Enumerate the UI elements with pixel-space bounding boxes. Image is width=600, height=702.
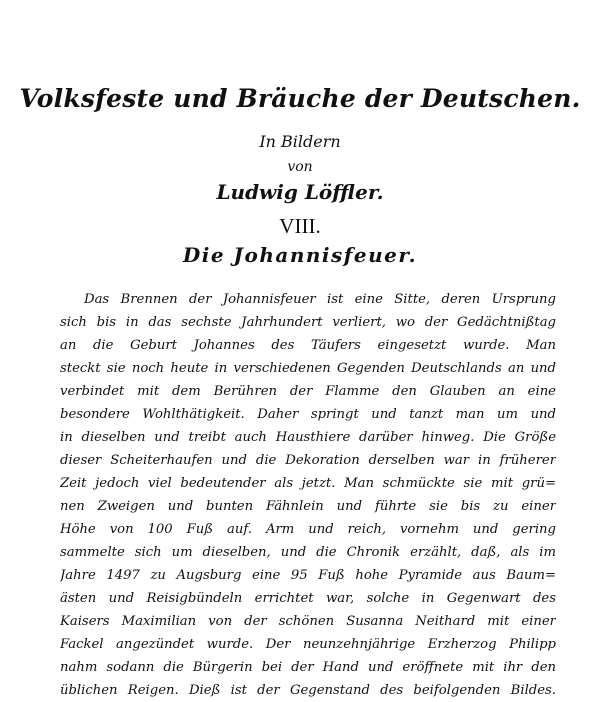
subtitle-by: von	[287, 159, 313, 175]
text-line: Fackel angezündet wurde. Der neunzehnjährige Erzherzog Philipp	[60, 637, 556, 652]
text-line: steckt sie noch heute in verschiedenen Gegenden Deutschlands an und	[60, 361, 556, 376]
text-line: Das Brennen der Johannisfeuer ist eine Sitte, deren Ursprung	[84, 292, 556, 307]
text-line: sich bis in das sechste Jahrhundert verliert, wo der Gedächtnißtag	[60, 315, 556, 330]
text-line: ästen und Reisigbündeln errichtet war, solche in Gegenwart des	[60, 591, 556, 606]
text-line: verbindet mit dem Berühren der Flamme den Glauben an eine	[60, 384, 556, 399]
page-title: Volksfeste und Bräuche der Deutschen.	[19, 84, 581, 113]
text-line: üblichen Reigen. Dieß ist der Gegenstand des beifolgenden Bildes.	[60, 683, 556, 698]
chapter-number: VIII.	[279, 214, 321, 238]
text-line: in dieselben und treibt auch Hausthiere darüber hinweg. Die Größe	[60, 430, 556, 445]
chapter-title: Die Johannisfeuer.	[182, 243, 418, 267]
author-name: Ludwig Löffler.	[216, 180, 384, 204]
text-line: sammelte sich um dieselben, und die Chronik erzählt, daß, als im	[60, 545, 556, 560]
text-line: Höhe von 100 Fuß auf. Arm und reich, vornehm und gering	[60, 522, 556, 537]
subtitle-in-pictures: In Bildern	[259, 132, 341, 151]
text-line: Jahre 1497 zu Augsburg eine 95 Fuß hohe Pyramide aus Baum=	[60, 568, 556, 583]
text-line: an die Geburt Johannes des Täufers eingesetzt wurde. Man	[60, 338, 556, 353]
text-line: nahm sodann die Bürgerin bei der Hand und eröffnete mit ihr den	[60, 660, 556, 675]
text-line: nen Zweigen und bunten Fähnlein und führte sie bis zu einer	[60, 499, 556, 514]
text-line: besondere Wohlthätigkeit. Daher springt und tanzt man um und	[60, 407, 556, 422]
text-line: Zeit jedoch viel bedeutender als jetzt. Man schmückte sie mit grü=	[60, 476, 556, 491]
text-line: dieser Scheiterhaufen und die Dekoration derselben war in früherer	[60, 453, 556, 468]
text-line: Kaisers Maximilian von der schönen Susanna Neithard mit einer	[60, 614, 556, 629]
